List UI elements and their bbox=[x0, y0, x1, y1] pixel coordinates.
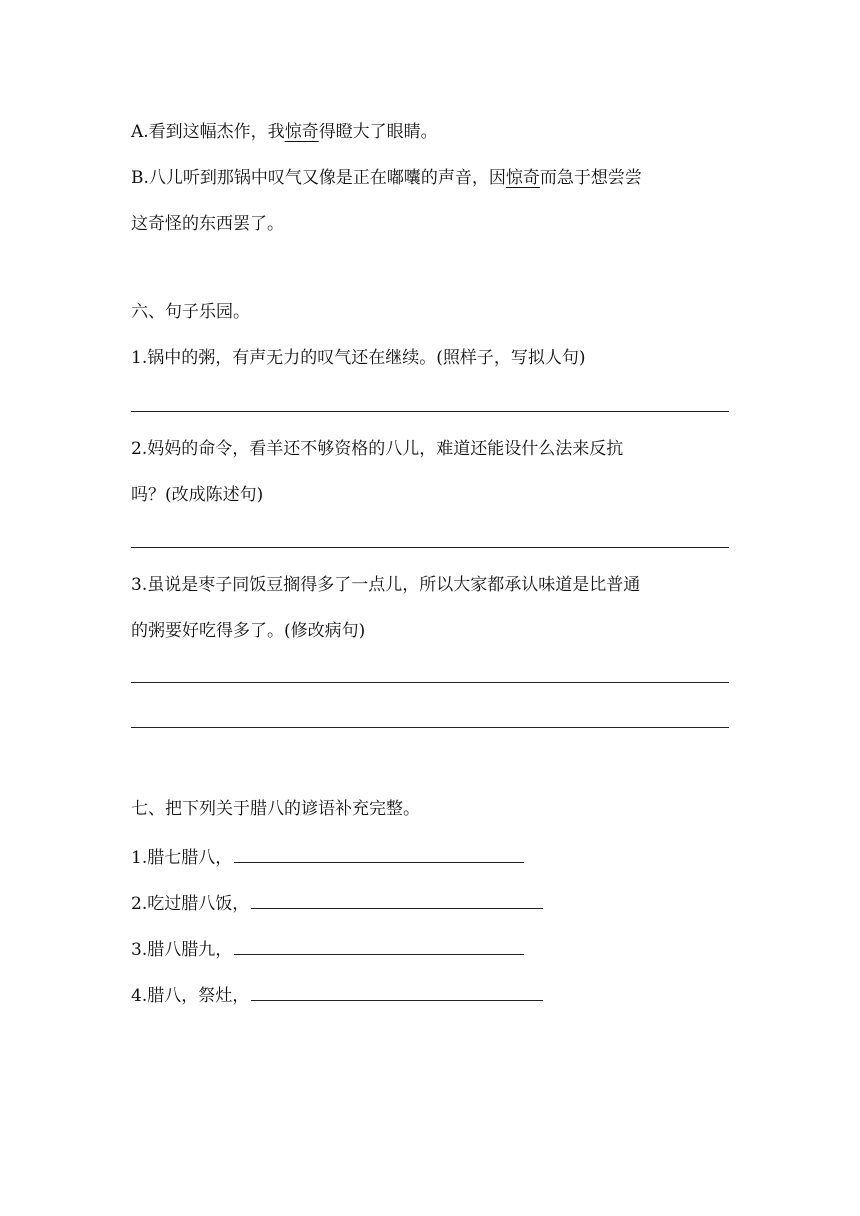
section-6-question-2-line-1: 2.妈妈的命令，看羊还不够资格的八儿，难道还能设什么法来反抗 bbox=[131, 439, 624, 459]
option-b-suffix: 而急于想尝尝 bbox=[539, 168, 642, 188]
section-6-question-1: 1.锅中的粥，有声无力的叹气还在继续。(照样子，写拟人句) bbox=[131, 348, 586, 368]
proverb-item-4 bbox=[131, 982, 543, 1007]
section-6-title: 六、句子乐园。 bbox=[131, 302, 250, 322]
answer-line-q3-a[interactable] bbox=[131, 682, 729, 683]
answer-line-q3-b[interactable] bbox=[131, 727, 729, 728]
proverb-blank-3[interactable] bbox=[234, 936, 524, 955]
answer-line-q2[interactable] bbox=[131, 547, 729, 548]
section-6-question-3-line-2: 的粥要好吃得多了。(修改病句) bbox=[131, 621, 366, 641]
option-a-term: 惊奇 bbox=[284, 122, 319, 142]
proverb-blank-4[interactable] bbox=[251, 982, 543, 1001]
proverb-item-3-text: 3.腊八腊九， bbox=[131, 940, 233, 960]
proverb-item-4-text: 4.腊八，祭灶， bbox=[131, 986, 250, 1006]
option-a-suffix: 得瞪大了眼睛。 bbox=[318, 122, 438, 142]
option-b bbox=[131, 167, 642, 189]
section-7-title: 七、把下列关于腊八的谚语补充完整。 bbox=[131, 799, 420, 819]
proverb-blank-2[interactable] bbox=[251, 890, 543, 909]
option-a-prefix: A.看到这幅杰作，我 bbox=[131, 122, 285, 142]
proverb-item-1-text: 1.腊七腊八， bbox=[131, 848, 233, 868]
option-b-prefix: B.八儿听到那锅中叹气又像是正在嘟囔的声音，因 bbox=[131, 168, 506, 188]
section-6-question-3-line-1: 3.虽说是枣子同饭豆搁得多了一点儿，所以大家都承认味道是比普通 bbox=[131, 575, 641, 595]
option-b-term: 惊奇 bbox=[505, 168, 540, 188]
proverb-item-1 bbox=[131, 844, 524, 869]
section-6-question-2-line-2: 吗？(改成陈述句) bbox=[131, 485, 264, 505]
proverb-blank-1[interactable] bbox=[234, 844, 524, 863]
answer-line-q1[interactable] bbox=[131, 411, 729, 412]
option-b-continued: 这奇怪的东西罢了。 bbox=[131, 214, 284, 234]
proverb-item-2 bbox=[131, 890, 543, 915]
option-a bbox=[131, 121, 438, 143]
proverb-item-3 bbox=[131, 936, 524, 961]
proverb-item-2-text: 2.吃过腊八饭， bbox=[131, 894, 250, 914]
